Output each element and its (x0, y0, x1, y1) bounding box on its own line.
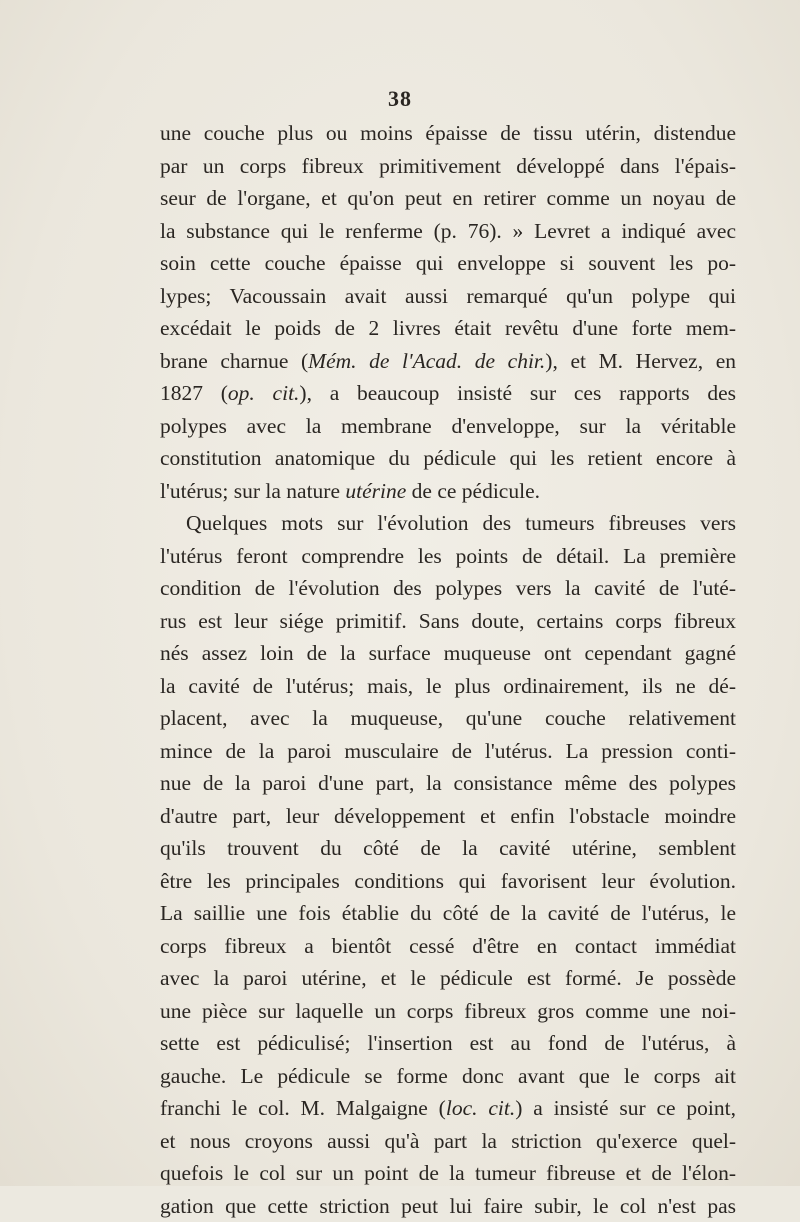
text-line (160, 865, 736, 898)
text-segment: une couche plus ou moins épaisse de tissu utérin, distendue (160, 121, 736, 145)
text-segment: lypes; Vacoussain avait aussi remarqué qu'un polype qui (160, 284, 736, 308)
italic-text: utérine (345, 479, 406, 503)
text-segment: une pièce sur laquelle un corps fibreux gros comme une noi- (160, 999, 736, 1023)
text-line (160, 637, 736, 670)
text-line (160, 800, 736, 833)
text-segment: quefois le col sur un point de la tumeur fibreuse et de l'élon- (160, 1161, 736, 1185)
text-segment: excédait le poids de 2 livres était revêtu d'une forte mem- (160, 316, 736, 340)
text-segment: mince de la paroi musculaire de l'utérus. La pression conti- (160, 739, 736, 763)
text-segment: nés assez loin de la surface muqueuse ont cependant gagné (160, 641, 736, 665)
text-line (160, 280, 736, 313)
text-line (160, 507, 736, 540)
italic-text: op. cit. (228, 381, 300, 405)
text-segment: gauche. Le pédicule se forme donc avant que le corps ait (160, 1064, 736, 1088)
text-line (160, 962, 736, 995)
text-segment: constitution anatomique du pédicule qui les retient encore à (160, 446, 736, 470)
text-segment: qu'ils trouvent du côté de la cavité utérine, semblent (160, 836, 736, 860)
text-segment: brane charnue ( (160, 349, 308, 373)
text-segment: Quelques mots sur l'évolution des tumeurs fibreuses vers (186, 511, 736, 535)
text-line (160, 572, 736, 605)
italic-text: loc. cit. (446, 1096, 515, 1120)
text-line (160, 410, 736, 443)
text-segment: gation que cette striction peut lui faire subir, le col n'est pas (160, 1194, 736, 1218)
text-segment: placent, avec la muqueuse, qu'une couche relativement (160, 706, 736, 730)
text-line (160, 735, 736, 768)
text-segment: être les principales conditions qui favorisent leur évolution. (160, 869, 736, 893)
text-line (160, 442, 736, 475)
text-segment: la substance qui le renferme (p. 76). » Levret a indiqué avec (160, 219, 736, 243)
text-segment: sette est pédiculisé; l'insertion est au fond de l'utérus, à (160, 1031, 736, 1055)
text-segment: polypes avec la membrane d'enveloppe, sur la véritable (160, 414, 736, 438)
text-line (160, 1190, 736, 1222)
text-segment: ), a beaucoup insisté sur ces rapports des (299, 381, 736, 405)
text-line (160, 345, 736, 378)
text-segment: ) a insisté sur ce point, (515, 1096, 736, 1120)
text-line (160, 702, 736, 735)
text-segment: avec la paroi utérine, et le pédicule est formé. Je possède (160, 966, 736, 990)
text-segment: condition de l'évolution des polypes vers la cavité de l'uté- (160, 576, 736, 600)
text-line (160, 312, 736, 345)
text-segment: d'autre part, leur développement et enfin l'obstacle moindre (160, 804, 736, 828)
text-line (160, 540, 736, 573)
text-segment: rus est leur siége primitif. Sans doute, certains corps fibreux (160, 609, 736, 633)
italic-text: Mém. de l'Acad. de chir. (308, 349, 545, 373)
text-line (160, 1157, 736, 1190)
text-line (160, 767, 736, 800)
text-line (160, 117, 736, 150)
text-segment: et nous croyons aussi qu'à part la striction qu'exerce quel- (160, 1129, 736, 1153)
text-segment: 1827 ( (160, 381, 228, 405)
text-line (160, 377, 736, 410)
text-line (160, 1027, 736, 1060)
text-line (160, 182, 736, 215)
text-segment: la cavité de l'utérus; mais, le plus ordinairement, ils ne dé- (160, 674, 736, 698)
text-segment: l'utérus; sur la nature (160, 479, 345, 503)
text-line (160, 215, 736, 248)
text-segment: soin cette couche épaisse qui enveloppe si souvent les po- (160, 251, 736, 275)
text-line (160, 605, 736, 638)
text-segment: seur de l'organe, et qu'on peut en retirer comme un noyau de (160, 186, 736, 210)
text-line (160, 832, 736, 865)
text-line (160, 1092, 736, 1125)
text-segment: nue de la paroi d'une part, la consistance même des polypes (160, 771, 736, 795)
text-line (160, 670, 736, 703)
page-number: 38 (0, 86, 800, 112)
text-segment: corps fibreux a bientôt cessé d'être en contact immédiat (160, 934, 736, 958)
text-line (160, 247, 736, 280)
text-line (160, 897, 736, 930)
text-segment: La saillie une fois établie du côté de la cavité de l'utérus, le (160, 901, 736, 925)
text-line (160, 475, 736, 508)
text-segment: ), et M. Hervez, en (545, 349, 736, 373)
text-line (160, 930, 736, 963)
text-line (160, 1125, 736, 1158)
body-text (160, 117, 736, 1222)
text-segment: de ce pédicule. (406, 479, 540, 503)
text-segment: l'utérus feront comprendre les points de détail. La première (160, 544, 736, 568)
text-segment: franchi le col. M. Malgaigne ( (160, 1096, 446, 1120)
text-line (160, 995, 736, 1028)
text-line (160, 1060, 736, 1093)
text-line (160, 150, 736, 183)
text-segment: par un corps fibreux primitivement développé dans l'épais- (160, 154, 736, 178)
